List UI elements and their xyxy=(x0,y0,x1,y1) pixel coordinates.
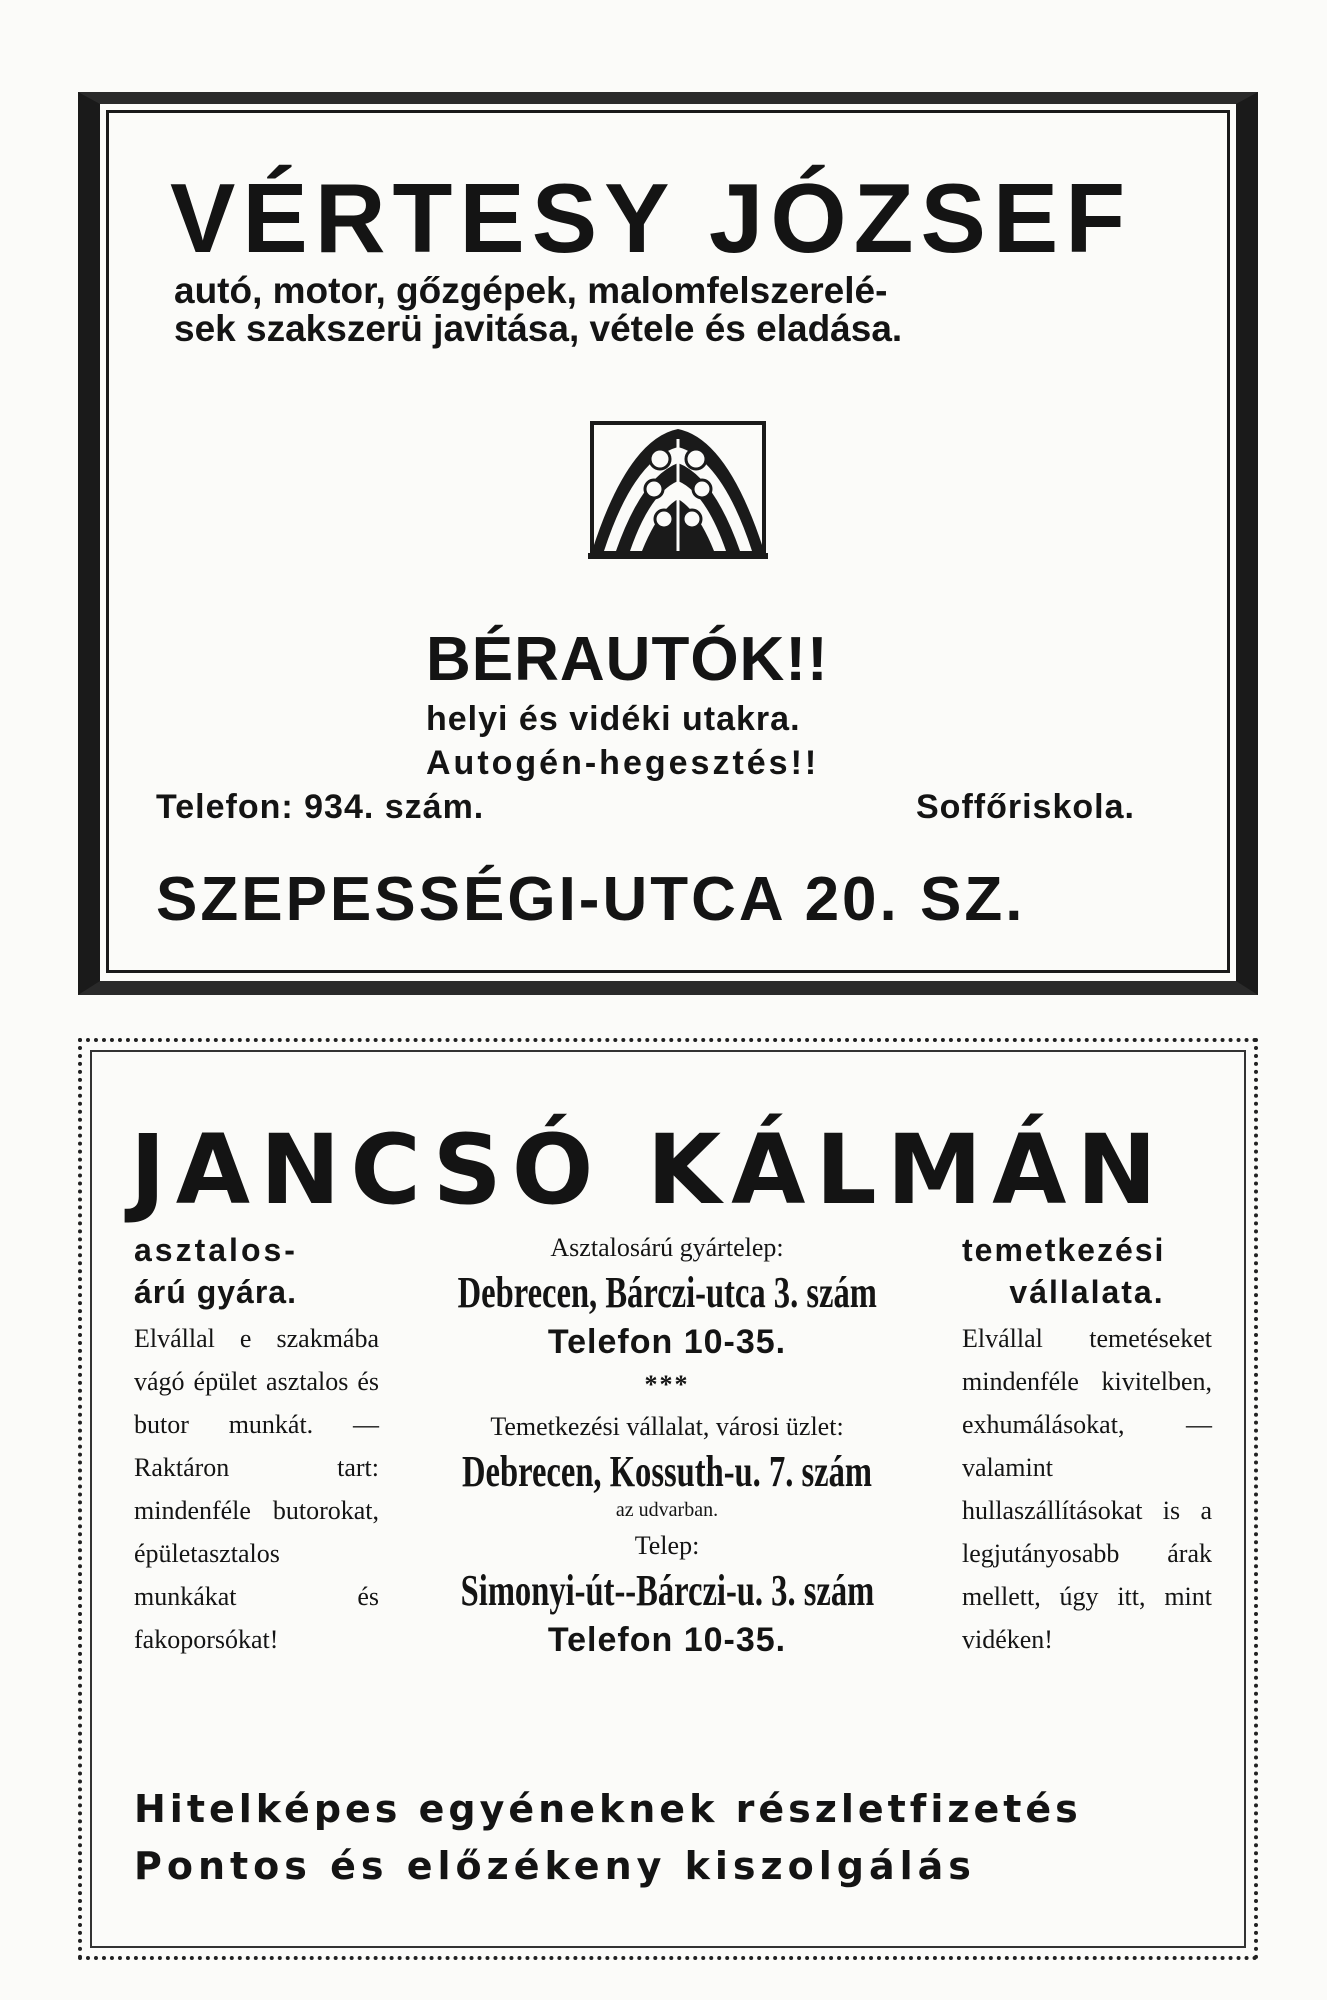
mid-stars: *** xyxy=(644,1370,690,1399)
mid-address-1: Debrecen, Bárczi-utca 3. szám xyxy=(457,1268,877,1317)
mid-label-1: Asztalosárú gyártelep: xyxy=(550,1233,784,1262)
right-body: Elvállal temetéseket mindenféle kivitelben, exhumálásokat, — valamint hullaszállításokat is a legjutányosabb árak mellett, úgy itt, mint vidéken! xyxy=(962,1324,1212,1654)
mid-telefon-1: Telefon 10-35. xyxy=(547,1323,787,1361)
right-heading-2: vállalata. xyxy=(1009,1274,1165,1310)
ad1-autogen: Autogén-hegesztés!! xyxy=(426,744,820,782)
left-heading-1: asztalos- xyxy=(134,1232,298,1268)
vertesy-advertisement xyxy=(78,92,1258,995)
mid-note-2: az udvarban. xyxy=(615,1499,719,1521)
ad2-footer-credit: Hitelképes egyéneknek részletfizetés xyxy=(134,1787,1082,1831)
ad2-right-column xyxy=(962,1229,1212,1661)
right-heading-1: temetkezési xyxy=(962,1232,1166,1268)
mid-label-3: Telep: xyxy=(634,1531,700,1560)
ad1-subtitle-line1: autó, motor, gőzgépek, malomfelszerelé- xyxy=(174,270,888,311)
left-heading-2: árú gyára. xyxy=(134,1274,297,1310)
ad2-title: JANCSÓ KÁLMÁN xyxy=(130,1114,1167,1226)
ad1-telefon: Telefon: 934. szám. xyxy=(156,788,485,826)
floral-ornament-icon xyxy=(588,419,768,559)
ad2-left-column xyxy=(134,1229,379,1661)
ad1-helyi: helyi és vidéki utakra. xyxy=(426,700,801,738)
mid-label-2: Temetkezési vállalat, városi üzlet: xyxy=(490,1412,844,1441)
mid-telefon-3: Telefon 10-35. xyxy=(547,1621,787,1659)
ad1-address: SZEPESSÉGI-UTCA 20. SZ. xyxy=(156,865,1026,934)
ad1-title: VÉRTESY JÓZSEF xyxy=(170,163,1133,273)
mid-address-2: Debrecen, Kossuth-u. 7. szám xyxy=(461,1447,873,1496)
jancso-advertisement xyxy=(78,1038,1258,1960)
ad1-sofforiskola: Soffőriskola. xyxy=(916,788,1135,826)
ad1-berautok: BÉRAUTÓK!! xyxy=(426,625,829,694)
ad2-middle-column xyxy=(382,1229,952,1664)
mid-address-3: Simonyi-út--Bárczi-u. 3. szám xyxy=(460,1566,874,1615)
ad1-subtitle-line2: sek szakszerü javitása, vétele és eladása. xyxy=(174,308,903,349)
ad2-footer-service: Pontos és előzékeny kiszolgálás xyxy=(134,1844,976,1888)
left-body: Elvállal e szakmába vágó épület asztalos és butor munkát. — Raktáron tart: mindenféle butorokat, épületasztalos munkákat és fakoporsókat! xyxy=(134,1324,379,1654)
